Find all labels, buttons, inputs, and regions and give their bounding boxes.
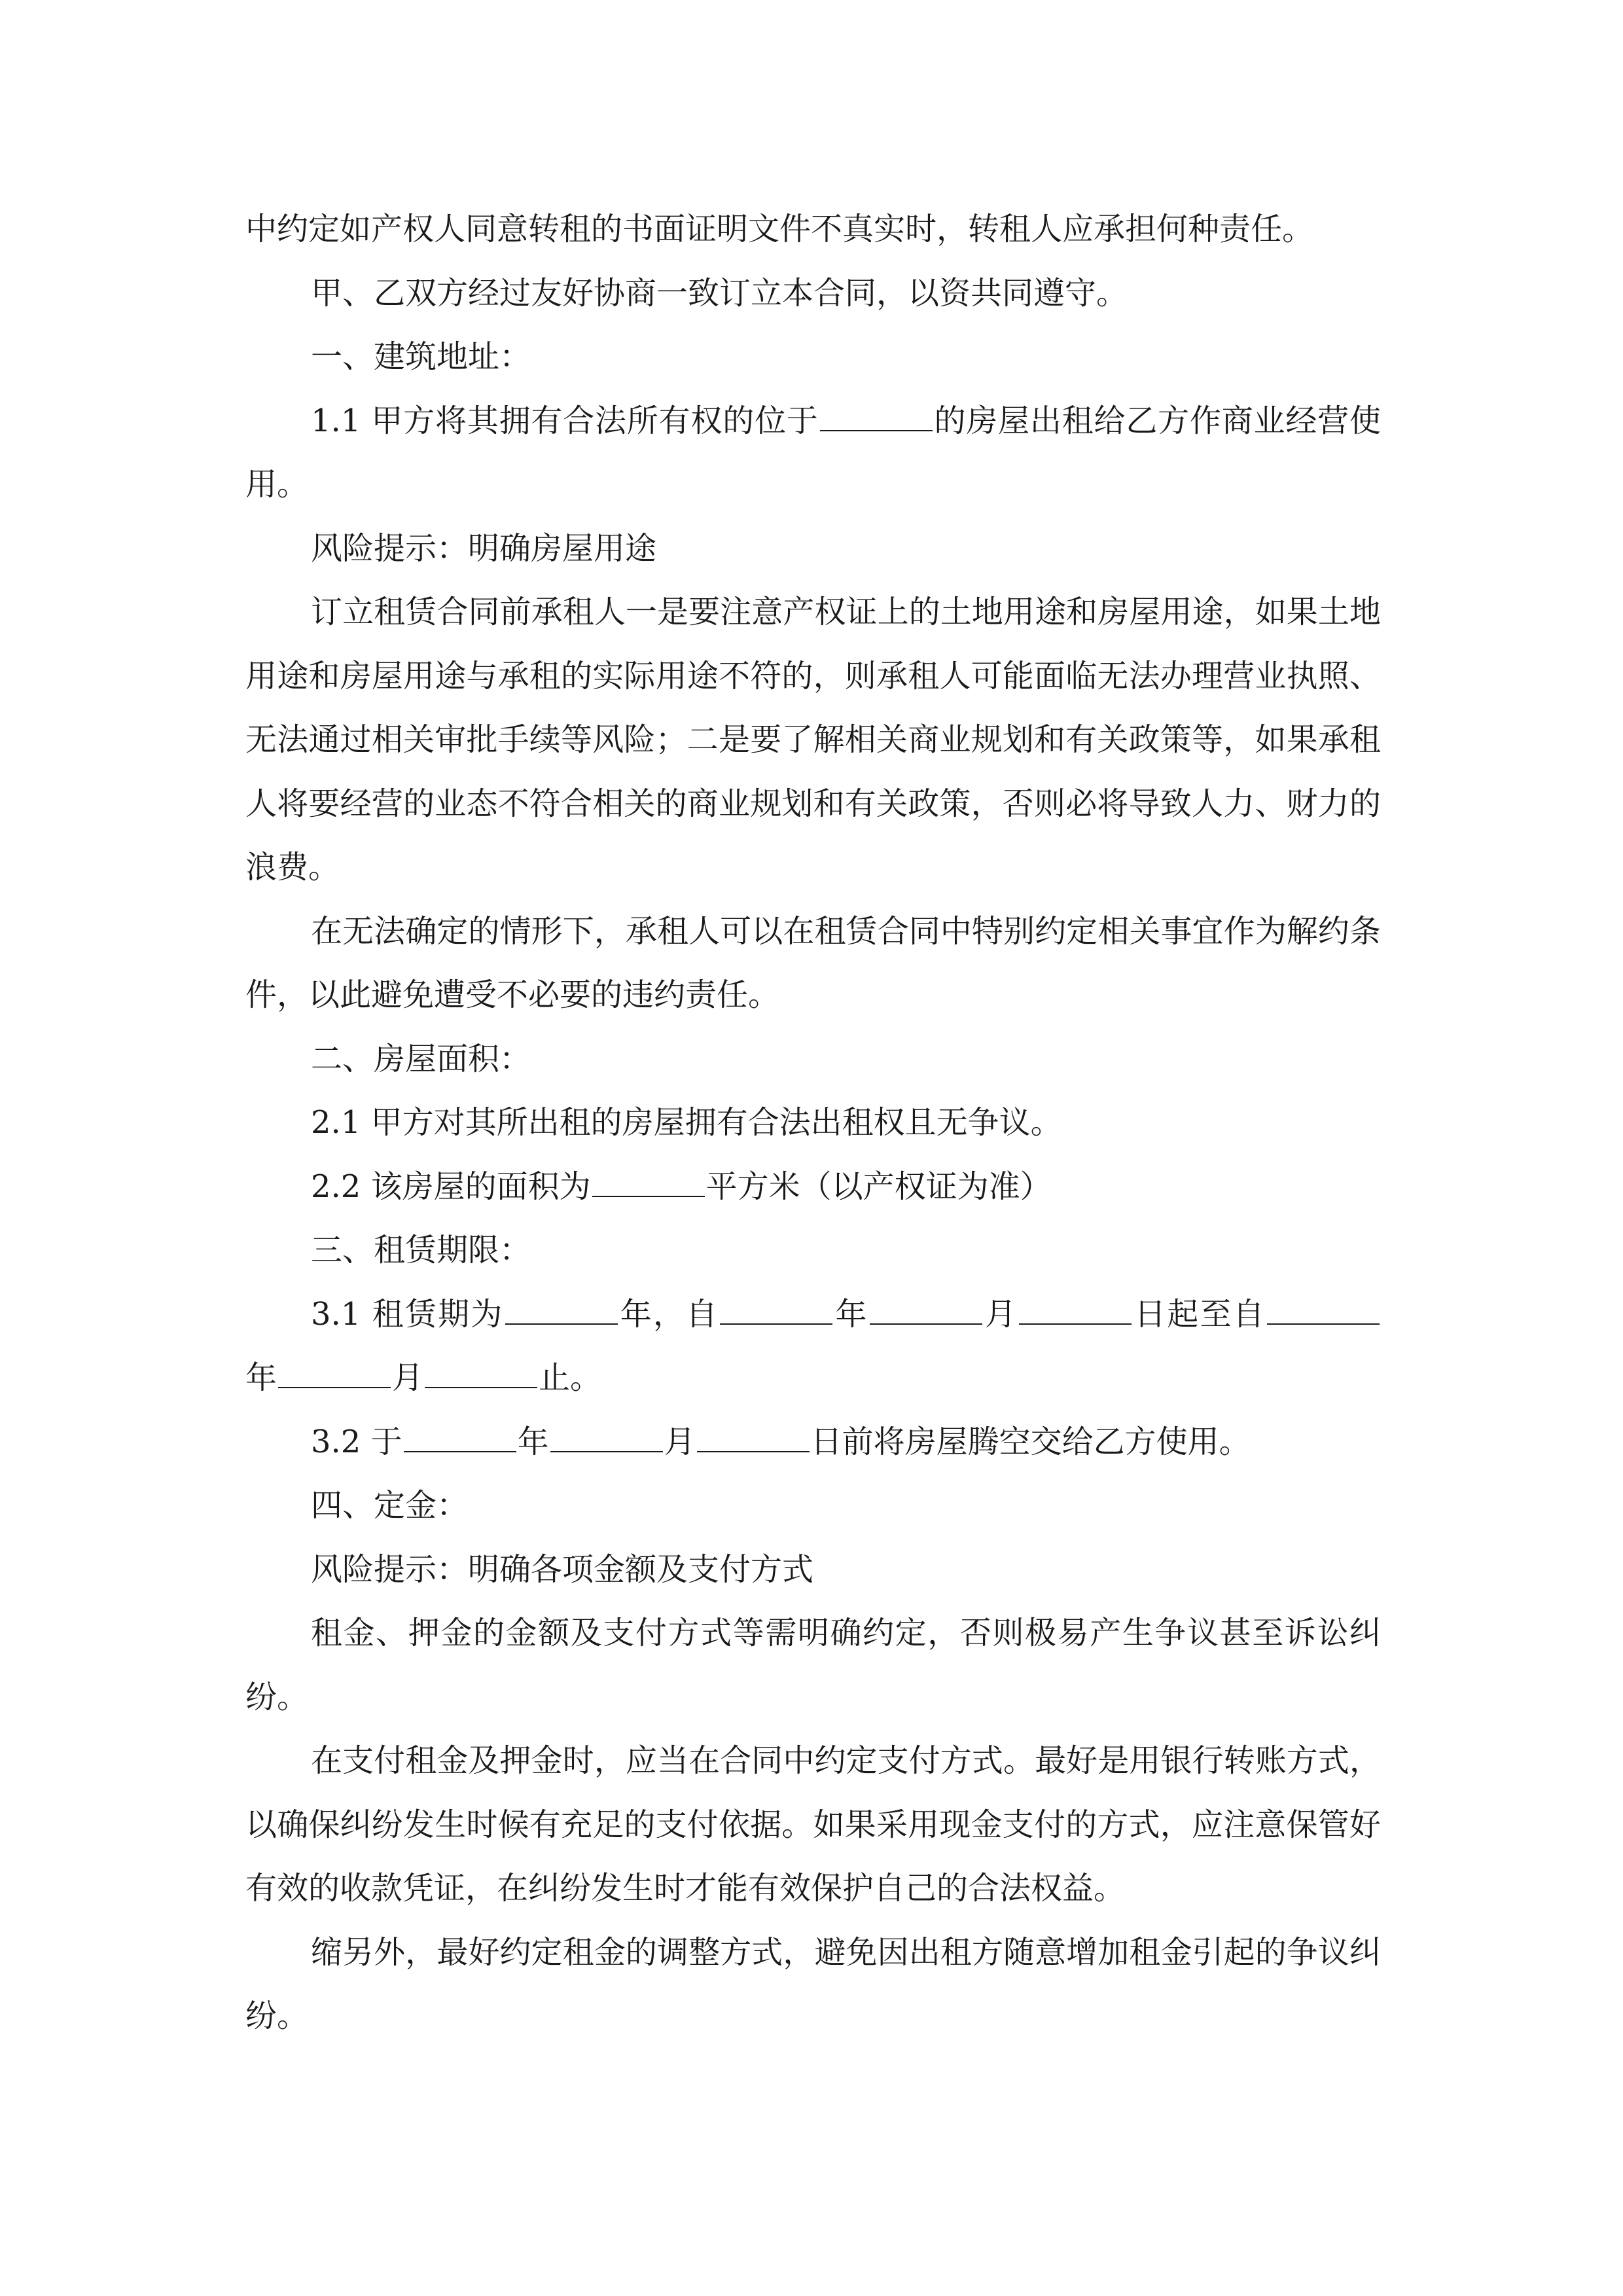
clause-2-2-text-b: 平方米（以产权证为准）	[705, 1168, 1052, 1205]
clause-2-1: 2.1 甲方对其所出租的房屋拥有合法出租权且无争议。	[311, 1104, 1062, 1141]
risk-tip-payment: 风险提示：明确各项金额及支付方式	[311, 1551, 814, 1588]
paragraph-payment-method: 在支付租金及押金时，应当在合同中约定支付方式。最好是用银行转账方式，以确保纠纷发生时候有充足的支付依据。如果采用现金支付的方式，应注意保管好有效的收款凭证，在纠纷发生时才能有效保护自己的合法权益。	[245, 1742, 1381, 1907]
clause-3-2-text-b: 年	[517, 1423, 549, 1460]
risk-tip-usage: 风险提示：明确房屋用途	[311, 529, 657, 567]
paragraph-payment-agreement: 租金、押金的金额及支付方式等需明确约定，否则极易产生争议甚至诉讼纠纷。	[245, 1615, 1381, 1715]
heading-deposit: 四、定金：	[311, 1487, 469, 1524]
blank-start-year[interactable]	[720, 1301, 832, 1325]
blank-start-month[interactable]	[870, 1301, 982, 1325]
clause-3-1-text-f: 年	[245, 1359, 277, 1396]
clause-3-2	[245, 1410, 1381, 1475]
clause-1-1-text-a: 1.1 甲方将其拥有合法所有权的位于	[311, 402, 819, 439]
clause-3-2-text-c: 月	[664, 1423, 696, 1460]
blank-handover-year[interactable]	[404, 1429, 516, 1452]
clause-2-2-text-a: 2.2 该房屋的面积为	[311, 1168, 591, 1205]
blank-end-month[interactable]	[278, 1365, 391, 1388]
clause-3-2-text-a: 3.2 于	[311, 1423, 402, 1460]
clause-3-1-text-e: 日起至自	[1133, 1295, 1266, 1333]
blank-area[interactable]	[592, 1174, 705, 1197]
clause-3-1-text-d: 月	[983, 1295, 1018, 1333]
paragraph-agreement-intro: 甲、乙双方经过友好协商一致订立本合同，以资共同遵守。	[311, 274, 1128, 312]
blank-handover-month[interactable]	[550, 1429, 663, 1452]
blank-address[interactable]	[820, 408, 933, 431]
clause-1-1	[245, 389, 1381, 517]
clause-3-1	[245, 1283, 1381, 1410]
clause-3-1-text-c: 年	[834, 1295, 868, 1333]
heading-house-area: 二、房屋面积：	[311, 1040, 531, 1077]
blank-end-year[interactable]	[1267, 1301, 1380, 1325]
paragraph-usage-explanation: 订立租赁合同前承租人一是要注意产权证上的土地用途和房屋用途，如果土地用途和房屋用途与承租的实际用途不符的，则承租人可能面临无法办理营业执照、无法通过相关审批手续等风险；二是要了解相关商业规划和有关政策等，如果承租人将要经营的业态不符合相关的商业规划和有关政策，否则必将导致人力、财力的浪费。	[245, 594, 1381, 886]
clause-1-1-text-b: 的房屋出租给乙方作商业经营使用。	[245, 402, 1381, 503]
blank-term-years[interactable]	[505, 1301, 618, 1325]
blank-start-day[interactable]	[1019, 1301, 1132, 1325]
blank-end-day[interactable]	[425, 1365, 537, 1388]
paragraph-termination-condition: 在无法确定的情形下，承租人可以在租赁合同中特别约定相关事宜作为解约条件，以此避免遭受不必要的违约责任。	[245, 912, 1381, 1013]
clause-3-1-text-g: 月	[392, 1359, 424, 1396]
blank-handover-day[interactable]	[697, 1429, 810, 1452]
clause-3-1-text-a: 3.1 租赁期为	[311, 1295, 504, 1333]
heading-building-address: 一、建筑地址：	[311, 338, 531, 375]
paragraph-rent-adjustment: 缩另外，最好约定租金的调整方式，避免因出租方随意增加租金引起的争议纠纷。	[245, 1933, 1381, 2034]
clause-3-1-text-h: 止。	[539, 1359, 602, 1396]
document-page	[245, 198, 1381, 2049]
paragraph-sublease-liability: 中约定如产权人同意转租的书面证明文件不真实时，转租人应承担何种责任。	[245, 211, 1314, 247]
heading-lease-term: 三、租赁期限：	[311, 1232, 531, 1268]
clause-3-2-text-d: 日前将房屋腾空交给乙方使用。	[810, 1423, 1251, 1460]
clause-3-1-text-b: 年，自	[618, 1295, 719, 1333]
clause-2-2	[245, 1155, 1381, 1219]
